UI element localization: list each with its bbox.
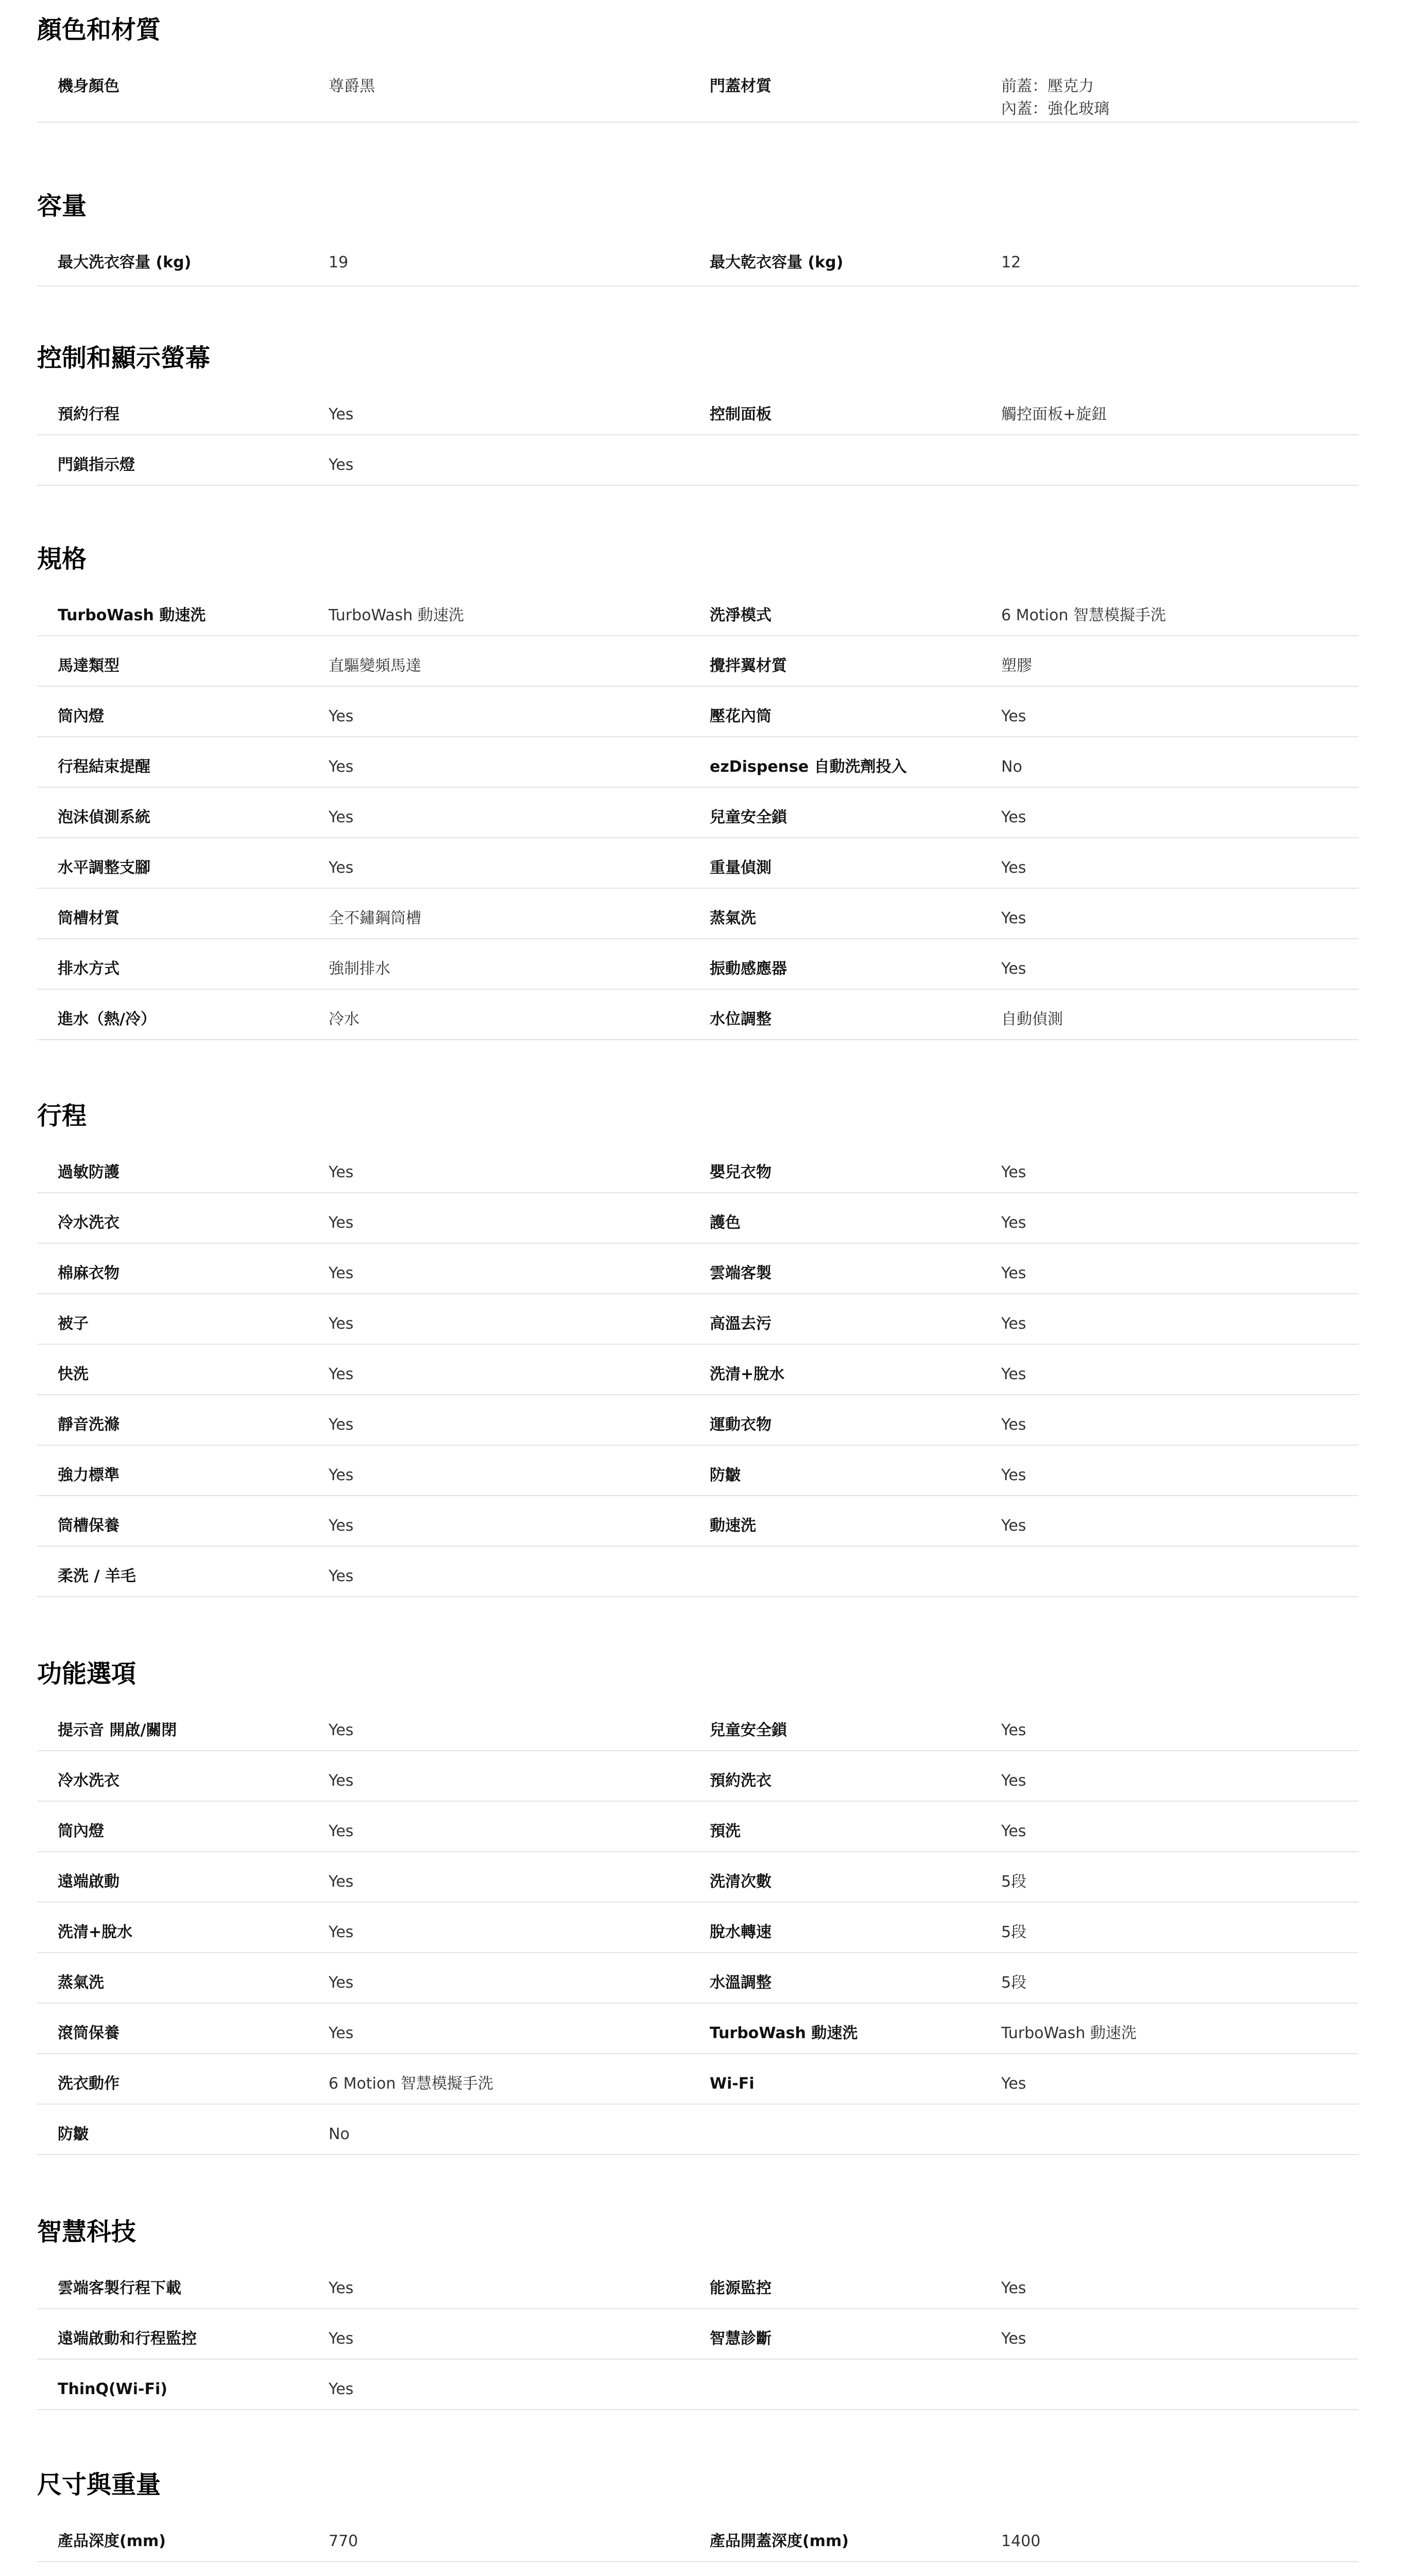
spec-value: Yes bbox=[1001, 1772, 1026, 1790]
spec-table bbox=[37, 1701, 1359, 2155]
spec-value: Yes bbox=[329, 456, 354, 474]
spec-value: Yes bbox=[1001, 1214, 1026, 1232]
spec-row bbox=[37, 2360, 1359, 2410]
spec-value: 尊爵黑 bbox=[329, 77, 375, 95]
spec-section bbox=[37, 15, 1359, 118]
spec-value: 5段 bbox=[1001, 1873, 1027, 1891]
spec-label: 提示音 開啟/關閉 bbox=[58, 1721, 177, 1739]
spec-label: 強力標準 bbox=[58, 1466, 119, 1484]
spec-value: 塑膠 bbox=[1001, 657, 1032, 675]
spec-label: 被子 bbox=[58, 1315, 89, 1333]
spec-value: 全不鏽鋼筒槽 bbox=[329, 909, 421, 927]
spec-label: 行程結束提醒 bbox=[58, 758, 150, 776]
spec-section bbox=[37, 2470, 1359, 2550]
spec-label: ezDispense 自動洗劑投入 bbox=[710, 758, 907, 776]
spec-label: 棉麻衣物 bbox=[58, 1264, 119, 1282]
spec-section bbox=[37, 192, 1359, 272]
spec-value: 19 bbox=[329, 253, 349, 272]
spec-label: 靜音洗滌 bbox=[58, 1416, 119, 1434]
spec-row bbox=[37, 435, 1359, 486]
spec-row bbox=[37, 586, 1359, 636]
spec-row bbox=[37, 2105, 1359, 2155]
spec-label: 筒槽保養 bbox=[58, 1517, 119, 1535]
spec-row bbox=[37, 1953, 1359, 2004]
spec-row bbox=[37, 1852, 1359, 1903]
spec-value: 直驅變頻馬達 bbox=[329, 657, 421, 675]
spec-label: 冷水洗衣 bbox=[58, 1214, 119, 1232]
spec-table bbox=[37, 57, 1359, 123]
spec-row bbox=[37, 57, 1359, 123]
spec-value: Yes bbox=[329, 707, 354, 725]
spec-value bbox=[329, 2562, 710, 2576]
section-title: 功能選項 bbox=[37, 1659, 136, 1688]
spec-label: 洗淨模式 bbox=[710, 606, 771, 624]
spec-value: 5段 bbox=[1001, 1923, 1027, 1941]
spec-label bbox=[710, 2562, 1001, 2576]
spec-value: Yes bbox=[1001, 707, 1026, 725]
spec-value: Yes bbox=[329, 1923, 354, 1941]
spec-row bbox=[37, 1143, 1359, 1193]
spec-row bbox=[37, 788, 1359, 838]
spec-value: Yes bbox=[329, 1466, 354, 1484]
spec-value: Yes bbox=[329, 758, 354, 776]
spec-value: Yes bbox=[329, 859, 354, 877]
spec-value: TurboWash 動速洗 bbox=[1001, 2024, 1137, 2042]
spec-row bbox=[37, 636, 1359, 687]
spec-row bbox=[37, 233, 1359, 286]
spec-label: 產品深度(mm) bbox=[58, 2532, 166, 2550]
spec-table bbox=[37, 1143, 1359, 1597]
spec-table bbox=[37, 385, 1359, 486]
spec-value: Yes bbox=[329, 1163, 354, 1181]
spec-label: TurboWash 動速洗 bbox=[58, 606, 206, 624]
spec-value bbox=[1001, 1547, 1359, 1596]
spec-label: TurboWash 動速洗 bbox=[710, 2024, 858, 2042]
spec-value: Yes bbox=[329, 1974, 354, 1992]
spec-value: TurboWash 動速洗 bbox=[329, 606, 464, 624]
spec-row bbox=[37, 2259, 1359, 2309]
spec-value: 5段 bbox=[1001, 1974, 1027, 1992]
spec-table bbox=[37, 233, 1359, 286]
spec-value bbox=[1001, 435, 1359, 485]
spec-label: 高溫去污 bbox=[710, 1315, 771, 1333]
spec-label: 筒槽材質 bbox=[58, 909, 119, 927]
spec-row bbox=[37, 1294, 1359, 1345]
section-title: 規格 bbox=[37, 545, 87, 573]
spec-label: 雲端客製 bbox=[710, 1264, 771, 1282]
spec-value: Yes bbox=[329, 1315, 354, 1333]
spec-label: 嬰兒衣物 bbox=[710, 1163, 771, 1181]
spec-table bbox=[37, 2259, 1359, 2410]
spec-value: 前蓋：壓克力 內蓋：強化玻璃 bbox=[1001, 77, 1109, 118]
spec-value: Yes bbox=[329, 1822, 354, 1840]
section-title: 行程 bbox=[37, 1101, 87, 1130]
spec-label: 動速洗 bbox=[710, 1517, 756, 1535]
spec-value: Yes bbox=[1001, 1163, 1026, 1181]
spec-label: 防皺 bbox=[58, 2125, 89, 2143]
spec-label: 冷水洗衣 bbox=[58, 1772, 119, 1790]
spec-label: 蒸氣洗 bbox=[710, 909, 756, 927]
spec-label: ThinQ(Wi-Fi) bbox=[58, 2380, 167, 2398]
spec-label: 筒內燈 bbox=[58, 707, 104, 725]
spec-row bbox=[37, 1751, 1359, 1802]
spec-label bbox=[710, 2105, 1001, 2154]
spec-value: Yes bbox=[1001, 1517, 1026, 1535]
spec-label: 最大洗衣容量 (kg) bbox=[58, 253, 192, 272]
spec-label: 機身顏色 bbox=[58, 77, 119, 95]
spec-value: 6 Motion 智慧模擬手洗 bbox=[1001, 606, 1166, 624]
section-title: 智慧科技 bbox=[37, 2217, 136, 2246]
spec-label: 遠端啟動 bbox=[58, 1873, 119, 1891]
spec-label: 兒童安全鎖 bbox=[710, 808, 787, 826]
spec-row bbox=[37, 990, 1359, 1040]
spec-label: 洗清+脫水 bbox=[58, 1923, 133, 1941]
spec-label: 雲端客製行程下載 bbox=[58, 2279, 181, 2297]
spec-table bbox=[37, 2512, 1359, 2576]
spec-value: Yes bbox=[329, 2380, 354, 2398]
spec-value: Yes bbox=[329, 1416, 354, 1434]
spec-value: Yes bbox=[1001, 1365, 1026, 1383]
spec-value: No bbox=[329, 2125, 350, 2143]
spec-row bbox=[37, 1193, 1359, 1244]
spec-value: Yes bbox=[1001, 2075, 1026, 2093]
spec-label: 兒童安全鎖 bbox=[710, 1721, 787, 1739]
spec-value: 觸控面板+旋鈕 bbox=[1001, 405, 1107, 423]
spec-row bbox=[37, 687, 1359, 737]
spec-label: 水溫調整 bbox=[710, 1974, 771, 1992]
spec-label: Wi-Fi bbox=[710, 2075, 755, 2093]
spec-label: 預洗 bbox=[710, 1822, 741, 1840]
spec-section bbox=[37, 2217, 1359, 2398]
spec-value: Yes bbox=[1001, 909, 1026, 927]
spec-row bbox=[37, 2309, 1359, 2360]
spec-label: 能源監控 bbox=[710, 2279, 771, 2297]
spec-label: 筒內燈 bbox=[58, 1822, 104, 1840]
spec-label: 洗清+脫水 bbox=[710, 1365, 785, 1383]
spec-label: 進水（熱/冷） bbox=[58, 1010, 156, 1028]
spec-label: 壓花內筒 bbox=[710, 707, 771, 725]
spec-label bbox=[710, 2360, 1001, 2409]
spec-row bbox=[37, 1496, 1359, 1547]
spec-value: Yes bbox=[1001, 859, 1026, 877]
section-title: 顏色和材質 bbox=[37, 15, 161, 44]
spec-value: Yes bbox=[1001, 1721, 1026, 1739]
spec-label: 柔洗 / 羊毛 bbox=[58, 1567, 136, 1585]
spec-value: 自動偵測 bbox=[1001, 1010, 1063, 1028]
spec-value: No bbox=[1001, 758, 1022, 776]
spec-value: 770 bbox=[329, 2532, 358, 2550]
spec-value: Yes bbox=[329, 405, 354, 423]
spec-value: Yes bbox=[1001, 1315, 1026, 1333]
spec-label: 產品開蓋深度(mm) bbox=[710, 2532, 849, 2550]
spec-row bbox=[37, 737, 1359, 788]
spec-value: Yes bbox=[1001, 960, 1026, 978]
spec-label: 水平調整支腳 bbox=[58, 859, 150, 877]
spec-label: 快洗 bbox=[58, 1365, 89, 1383]
spec-label: 遠端啟動和行程監控 bbox=[58, 2330, 197, 2348]
spec-value: 1400 bbox=[1001, 2532, 1041, 2550]
spec-row bbox=[37, 939, 1359, 990]
spec-label: 脫水轉速 bbox=[710, 1923, 771, 1941]
spec-value: Yes bbox=[329, 1772, 354, 1790]
spec-value: Yes bbox=[1001, 2279, 1026, 2297]
spec-value: Yes bbox=[329, 1873, 354, 1891]
spec-value: Yes bbox=[329, 1517, 354, 1535]
spec-label: 蒸氣洗 bbox=[58, 1974, 104, 1992]
spec-value: Yes bbox=[329, 1721, 354, 1739]
spec-row bbox=[37, 1244, 1359, 1294]
spec-row bbox=[37, 1547, 1359, 1597]
spec-row bbox=[37, 385, 1359, 435]
spec-section bbox=[37, 1659, 1359, 2143]
spec-row bbox=[37, 889, 1359, 939]
spec-label: 馬達類型 bbox=[58, 657, 119, 675]
spec-label: 智慧診斷 bbox=[710, 2330, 771, 2348]
spec-label: 攪拌翼材質 bbox=[710, 657, 787, 675]
spec-value: Yes bbox=[1001, 1416, 1026, 1434]
spec-value: 12 bbox=[1001, 253, 1021, 272]
spec-row bbox=[37, 838, 1359, 889]
spec-value: Yes bbox=[329, 1264, 354, 1282]
spec-value: Yes bbox=[329, 1567, 354, 1585]
spec-row bbox=[37, 2512, 1359, 2562]
spec-label: 振動感應器 bbox=[710, 960, 787, 978]
spec-value bbox=[1001, 2360, 1359, 2409]
spec-value: Yes bbox=[329, 2330, 354, 2348]
spec-section bbox=[37, 344, 1359, 474]
spec-value bbox=[1001, 2105, 1359, 2154]
spec-row bbox=[37, 1701, 1359, 1751]
spec-label: 水位調整 bbox=[710, 1010, 771, 1028]
spec-value: Yes bbox=[1001, 1822, 1026, 1840]
section-title: 尺寸與重量 bbox=[37, 2470, 161, 2499]
section-title: 控制和顯示螢幕 bbox=[37, 344, 211, 372]
spec-label: 排水方式 bbox=[58, 960, 119, 978]
spec-label: 滾筒保養 bbox=[58, 2024, 119, 2042]
spec-label: 門鎖指示燈 bbox=[58, 456, 135, 474]
spec-value bbox=[1001, 2562, 1359, 2576]
section-title: 容量 bbox=[37, 192, 87, 221]
spec-label: 門蓋材質 bbox=[710, 77, 771, 95]
spec-value: Yes bbox=[1001, 808, 1026, 826]
spec-value: Yes bbox=[1001, 2330, 1026, 2348]
spec-label bbox=[37, 2562, 329, 2576]
spec-label: 預約行程 bbox=[58, 405, 119, 423]
spec-value: Yes bbox=[1001, 1264, 1026, 1282]
spec-value: Yes bbox=[329, 1214, 354, 1232]
spec-row bbox=[37, 1802, 1359, 1852]
spec-value: Yes bbox=[329, 808, 354, 826]
spec-label bbox=[710, 1547, 1001, 1596]
spec-label: 重量偵測 bbox=[710, 859, 771, 877]
spec-label: 最大乾衣容量 (kg) bbox=[710, 253, 844, 272]
spec-label: 預約洗衣 bbox=[710, 1772, 771, 1790]
spec-label: 洗清次數 bbox=[710, 1873, 771, 1891]
spec-value: 6 Motion 智慧模擬手洗 bbox=[329, 2075, 493, 2093]
spec-section bbox=[37, 545, 1359, 1028]
spec-label bbox=[710, 435, 1001, 485]
spec-label: 護色 bbox=[710, 1214, 741, 1232]
spec-value: Yes bbox=[329, 1365, 354, 1383]
spec-label: 控制面板 bbox=[710, 405, 771, 423]
spec-section bbox=[37, 1101, 1359, 1585]
spec-label: 防皺 bbox=[710, 1466, 741, 1484]
spec-label: 過敏防護 bbox=[58, 1163, 119, 1181]
spec-row bbox=[37, 2004, 1359, 2054]
spec-value: 強制排水 bbox=[329, 960, 390, 978]
spec-row bbox=[37, 2054, 1359, 2105]
spec-value: Yes bbox=[1001, 1466, 1026, 1484]
spec-value: Yes bbox=[329, 2024, 354, 2042]
spec-row bbox=[37, 1345, 1359, 1395]
spec-label: 洗衣動作 bbox=[58, 2075, 119, 2093]
spec-row bbox=[37, 2562, 1359, 2576]
spec-table bbox=[37, 586, 1359, 1040]
spec-value: Yes bbox=[329, 2279, 354, 2297]
spec-row bbox=[37, 1395, 1359, 1446]
spec-value: 冷水 bbox=[329, 1010, 359, 1028]
spec-label: 運動衣物 bbox=[710, 1416, 771, 1434]
spec-label: 泡沫偵測系統 bbox=[58, 808, 150, 826]
spec-row bbox=[37, 1903, 1359, 1953]
spec-row bbox=[37, 1446, 1359, 1496]
